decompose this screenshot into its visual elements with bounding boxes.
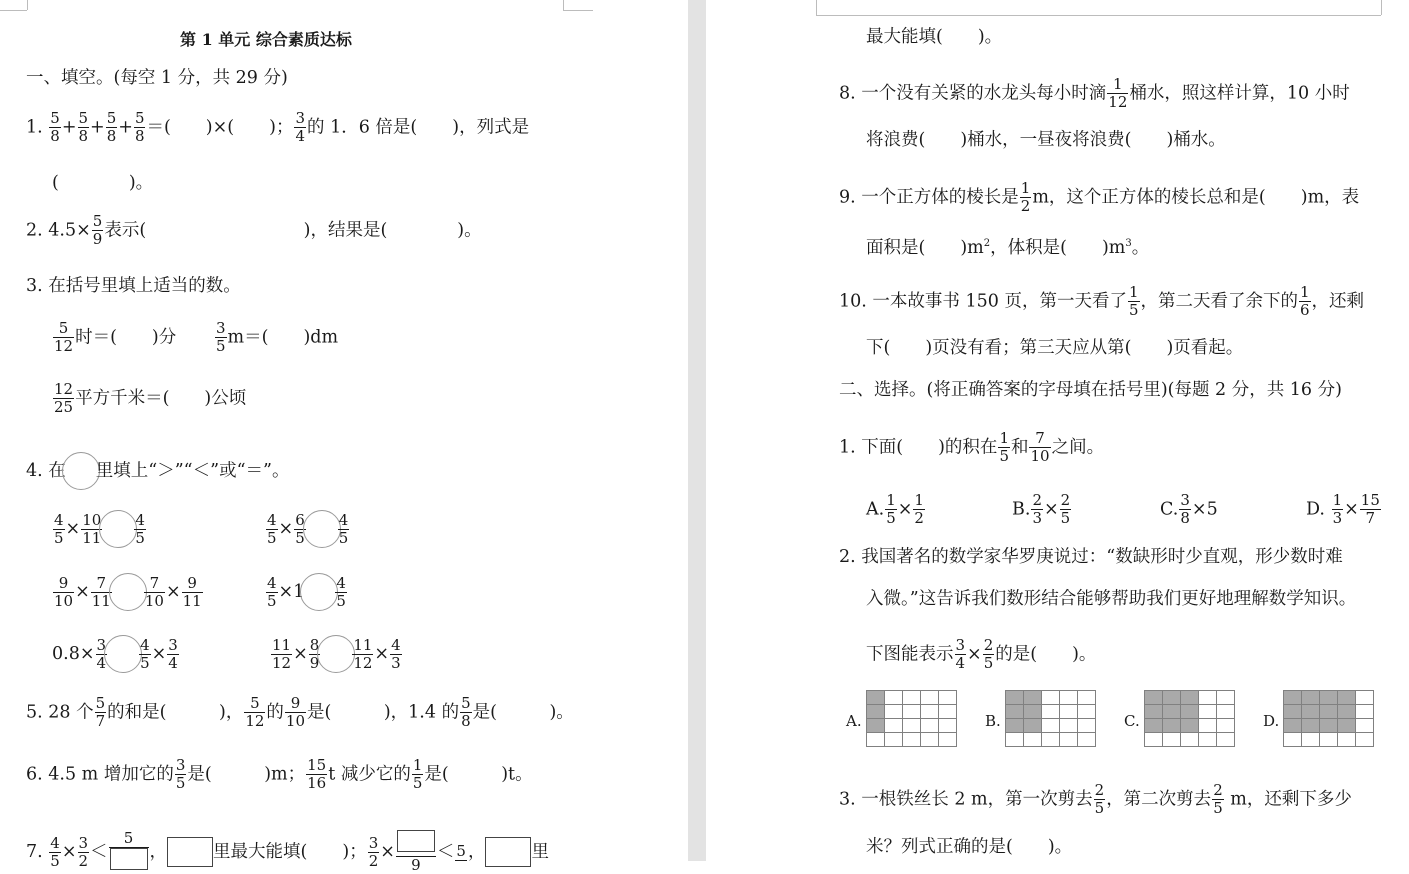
grid-cell — [903, 719, 921, 733]
choice-question-1: 1. 下面( )的积在 $\frac{1}{5}$ 和 $\frac{7}{10}$ 之间。 — [839, 429, 1105, 465]
fraction: $\frac{5}{12}$ — [54, 319, 74, 355]
crop-mark — [1381, 0, 1382, 15]
compare-item: $\frac{4}{5}$ × $\frac{10}{11}$ $\frac{4}{5}$ — [54, 510, 145, 547]
grid-cell — [1302, 733, 1320, 747]
grid-cell — [1078, 733, 1096, 747]
grid-cell — [1145, 719, 1163, 733]
grid-cell — [1181, 705, 1199, 719]
grid-cell — [903, 691, 921, 705]
grid-cell — [921, 691, 939, 705]
grid-figure-c[interactable] — [1144, 690, 1235, 747]
question-3-item-b: $\frac{3}{5}$ m＝( )dm — [216, 319, 339, 355]
grid-cell — [1060, 733, 1078, 747]
fraction: $\frac{5}{8}$ — [50, 109, 60, 145]
grid-cell — [939, 719, 957, 733]
grid-cell — [1338, 691, 1356, 705]
grid-cell — [867, 733, 885, 747]
grid-cell — [1163, 691, 1181, 705]
grid-cell — [1284, 733, 1302, 747]
question-8: 8. 一个没有关紧的水龙头每小时滴 $\frac{1}{12}$ 桶水，照这样计算，10 小时 — [839, 75, 1350, 111]
grid-cell — [885, 733, 903, 747]
grid-cell — [939, 705, 957, 719]
grid-cell — [1320, 705, 1338, 719]
option-b-label[interactable]: B. — [985, 712, 1001, 730]
grid-cell — [1217, 719, 1235, 733]
answer-circle[interactable] — [300, 573, 338, 611]
question-9-line2: 面积是( )$m^2$，体积是( )$m^3$。 — [866, 237, 1150, 258]
answer-box[interactable] — [110, 848, 148, 870]
grid-figure-d[interactable] — [1283, 690, 1374, 747]
grid-cell — [1320, 691, 1338, 705]
crop-mark — [27, 0, 28, 10]
grid-cell — [1181, 691, 1199, 705]
grid-cell — [1006, 733, 1024, 747]
choice-question-2: 2. 我国著名的数学家华罗庚说过：“数缺形时少直观，形少数时难 — [839, 547, 1343, 567]
grid-cell — [1042, 705, 1060, 719]
grid-cell — [921, 705, 939, 719]
answer-circle[interactable] — [109, 573, 147, 611]
question-8-line2: 将浪费( )桶水，一昼夜将浪费( )桶水。 — [866, 130, 1226, 150]
grid-cell — [1060, 691, 1078, 705]
option-b[interactable]: B. $\frac{2}{3}$ × $\frac{2}{5}$ — [1012, 491, 1071, 527]
grid-cell — [939, 691, 957, 705]
document-page-left — [0, 0, 688, 874]
choice-question-3: 3. 一根铁丝长 2 m，第一次剪去 $\frac{2}{5}$ ，第二次剪去 $\frac{2}{5}$ m，还剩下多少 — [839, 781, 1352, 817]
fraction: $\frac{5}{8}$ — [134, 109, 145, 145]
question-6: 6. 4.5 m 增加它的 $\frac{3}{5}$ 是( )m； $\frac{15}{16}$ t 减少它的 $\frac{1}{5}$ 是( )t。 — [26, 756, 533, 792]
grid-cell — [1163, 733, 1181, 747]
grid-cell — [1060, 719, 1078, 733]
grid-cell — [1006, 719, 1024, 733]
grid-cell — [1024, 719, 1042, 733]
grid-cell — [1024, 691, 1042, 705]
grid-figure-b[interactable] — [1005, 690, 1096, 747]
grid-cell — [867, 691, 885, 705]
fraction: $\frac{3}{5}$ — [216, 319, 226, 355]
grid-cell — [1199, 719, 1217, 733]
grid-cell — [1356, 691, 1374, 705]
fraction: $\frac{5}{8}$ — [78, 109, 89, 145]
question-7: 7. $\frac{4}{5}$ × $\frac{3}{2}$ ＜ 5 ， 里最大能填( )； $\frac{3}{2}$ × 9 ＜ 5 ， 里 — [26, 829, 549, 874]
option-a-label[interactable]: A. — [846, 712, 862, 730]
fraction: $\frac{12}{25}$ — [54, 380, 74, 416]
grid-cell — [1042, 719, 1060, 733]
choice-question-3-line2: 米？列式正确的是( )。 — [866, 837, 1073, 857]
answer-circle[interactable] — [317, 635, 355, 673]
grid-cell — [1078, 719, 1096, 733]
page-gutter — [688, 0, 706, 861]
option-d[interactable]: D. $\frac{1}{3}$ × $\frac{15}{7}$ — [1306, 491, 1380, 527]
option-c[interactable]: C. $\frac{3}{8}$ ×5 — [1160, 491, 1218, 527]
grid-cell — [1060, 705, 1078, 719]
answer-circle[interactable] — [303, 510, 341, 548]
question-3: 3. 在括号里填上适当的数。 — [26, 276, 241, 296]
choice-question-2-line2: 入微。”这告诉我们数形结合能够帮助我们更好地理解数学知识。 — [866, 589, 1357, 609]
compare-item: $\frac{11}{12}$ × $\frac{8}{9}$ $\frac{11}{12}$ × $\frac{4}{3}$ — [272, 635, 401, 672]
grid-cell — [1356, 719, 1374, 733]
grid-cell — [1284, 719, 1302, 733]
answer-box[interactable] — [397, 830, 435, 852]
grid-cell — [1338, 733, 1356, 747]
fraction: $\frac{3}{4}$ — [295, 109, 306, 145]
crop-mark — [563, 10, 593, 11]
question-1: 1. $\frac{5}{8}$ + $\frac{5}{8}$ + $\frac{5}{8}$ + $\frac{5}{8}$ ＝( )×( )； $\frac{3}{4}$ 的 1．6 倍是( )，列式是 — [26, 109, 530, 145]
question-1-line2: ( )。 — [52, 173, 154, 193]
grid-cell — [885, 719, 903, 733]
grid-cell — [1356, 733, 1374, 747]
grid-cell — [903, 705, 921, 719]
option-c-label[interactable]: C. — [1124, 712, 1140, 730]
grid-cell — [1006, 691, 1024, 705]
option-a[interactable]: A. $\frac{1}{5}$ × $\frac{1}{2}$ — [866, 491, 924, 527]
question-4: 4. 在 里填上“＞”“＜”或“＝”。 — [26, 452, 289, 490]
answer-box[interactable] — [167, 837, 213, 867]
grid-cell — [1006, 705, 1024, 719]
grid-cell — [1078, 691, 1096, 705]
compare-item: 0.8× $\frac{3}{4}$ $\frac{4}{5}$ × $\frac{3}{4}$ — [52, 635, 178, 672]
grid-figure-a[interactable] — [866, 690, 957, 747]
grid-cell — [1078, 705, 1096, 719]
grid-cell — [1284, 691, 1302, 705]
grid-cell — [867, 705, 885, 719]
grid-cell — [1145, 705, 1163, 719]
grid-cell — [1338, 719, 1356, 733]
grid-cell — [1217, 691, 1235, 705]
grid-cell — [1199, 705, 1217, 719]
grid-cell — [921, 719, 939, 733]
answer-circle[interactable] — [62, 452, 100, 490]
grid-cell — [1181, 719, 1199, 733]
question-3-item-c: $\frac{12}{25}$ 平方千米＝( )公顷 — [54, 380, 247, 416]
grid-cell — [885, 691, 903, 705]
question-9: 9. 一个正方体的棱长是 $\frac{1}{2}$ m，这个正方体的棱长总和是( )m，表 — [839, 179, 1360, 215]
grid-cell — [903, 733, 921, 747]
crop-mark — [816, 0, 817, 15]
grid-cell — [1145, 733, 1163, 747]
fraction: $\frac{5}{8}$ — [106, 109, 117, 145]
grid-cell — [921, 733, 939, 747]
answer-circle[interactable] — [104, 635, 142, 673]
grid-cell — [1024, 705, 1042, 719]
question-10: 10. 一本故事书 150 页，第一天看了 $\frac{1}{5}$ ，第二天看了余下的 $\frac{1}{6}$ ，还剩 — [839, 283, 1365, 319]
question-3-item-a: $\frac{5}{12}$ 时＝( )分 — [54, 319, 177, 355]
grid-cell — [1284, 705, 1302, 719]
grid-cell — [1042, 691, 1060, 705]
grid-cell — [1302, 691, 1320, 705]
choice-question-2-line3: 下图能表示 $\frac{3}{4}$ × $\frac{2}{5}$ 的是( )。 — [866, 636, 1097, 672]
grid-cell — [885, 705, 903, 719]
question-5: 5. 28 个 $\frac{5}{7}$ 的和是( )， $\frac{5}{12}$ 的 $\frac{9}{10}$ 是( )，1.4 的 $\frac{5}{8}$ 是( )。 — [26, 694, 574, 730]
answer-circle[interactable] — [99, 510, 137, 548]
grid-cell — [1181, 733, 1199, 747]
grid-cell — [1338, 705, 1356, 719]
compare-item: $\frac{4}{5}$ ×1 $\frac{4}{5}$ — [267, 573, 346, 610]
page-title: 第 1 单元 综合素质达标 — [180, 30, 352, 49]
grid-cell — [1217, 733, 1235, 747]
section-heading-choice: 二、选择。(将正确答案的字母填在括号里)(每题 2 分，共 16 分) — [839, 380, 1342, 400]
grid-cell — [1320, 733, 1338, 747]
grid-cell — [867, 719, 885, 733]
grid-cell — [1163, 705, 1181, 719]
grid-cell — [939, 733, 957, 747]
grid-cell — [1163, 719, 1181, 733]
question-2: 2. 4.5× $\frac{5}{9}$ 表示( )，结果是( )。 — [26, 212, 482, 248]
grid-cell — [1199, 691, 1217, 705]
crop-mark — [0, 10, 27, 11]
grid-cell — [1145, 691, 1163, 705]
option-d-label[interactable]: D. — [1263, 712, 1280, 730]
question-10-line2: 下( )页没有看；第三天应从第( )页看起。 — [866, 338, 1244, 358]
grid-cell — [1199, 733, 1217, 747]
compare-item: $\frac{4}{5}$ × $\frac{6}{5}$ $\frac{4}{5}$ — [267, 510, 349, 547]
document-page-right — [706, 0, 1409, 861]
answer-box[interactable] — [485, 837, 531, 867]
grid-cell — [1042, 733, 1060, 747]
question-7-continued: 最大能填( )。 — [866, 27, 1003, 47]
grid-cell — [1217, 705, 1235, 719]
grid-cell — [1302, 705, 1320, 719]
fraction: $\frac{5}{9}$ — [92, 212, 103, 248]
compare-item: $\frac{9}{10}$ × $\frac{7}{11}$ $\frac{7}{10}$ × $\frac{9}{11}$ — [54, 573, 202, 610]
grid-cell — [1356, 705, 1374, 719]
crop-mark — [563, 0, 564, 10]
header-rule — [816, 15, 1381, 16]
grid-cell — [1320, 719, 1338, 733]
grid-cell — [1024, 733, 1042, 747]
section-heading-fill-in: 一、填空。(每空 1 分，共 29 分) — [26, 68, 288, 88]
grid-cell — [1302, 719, 1320, 733]
